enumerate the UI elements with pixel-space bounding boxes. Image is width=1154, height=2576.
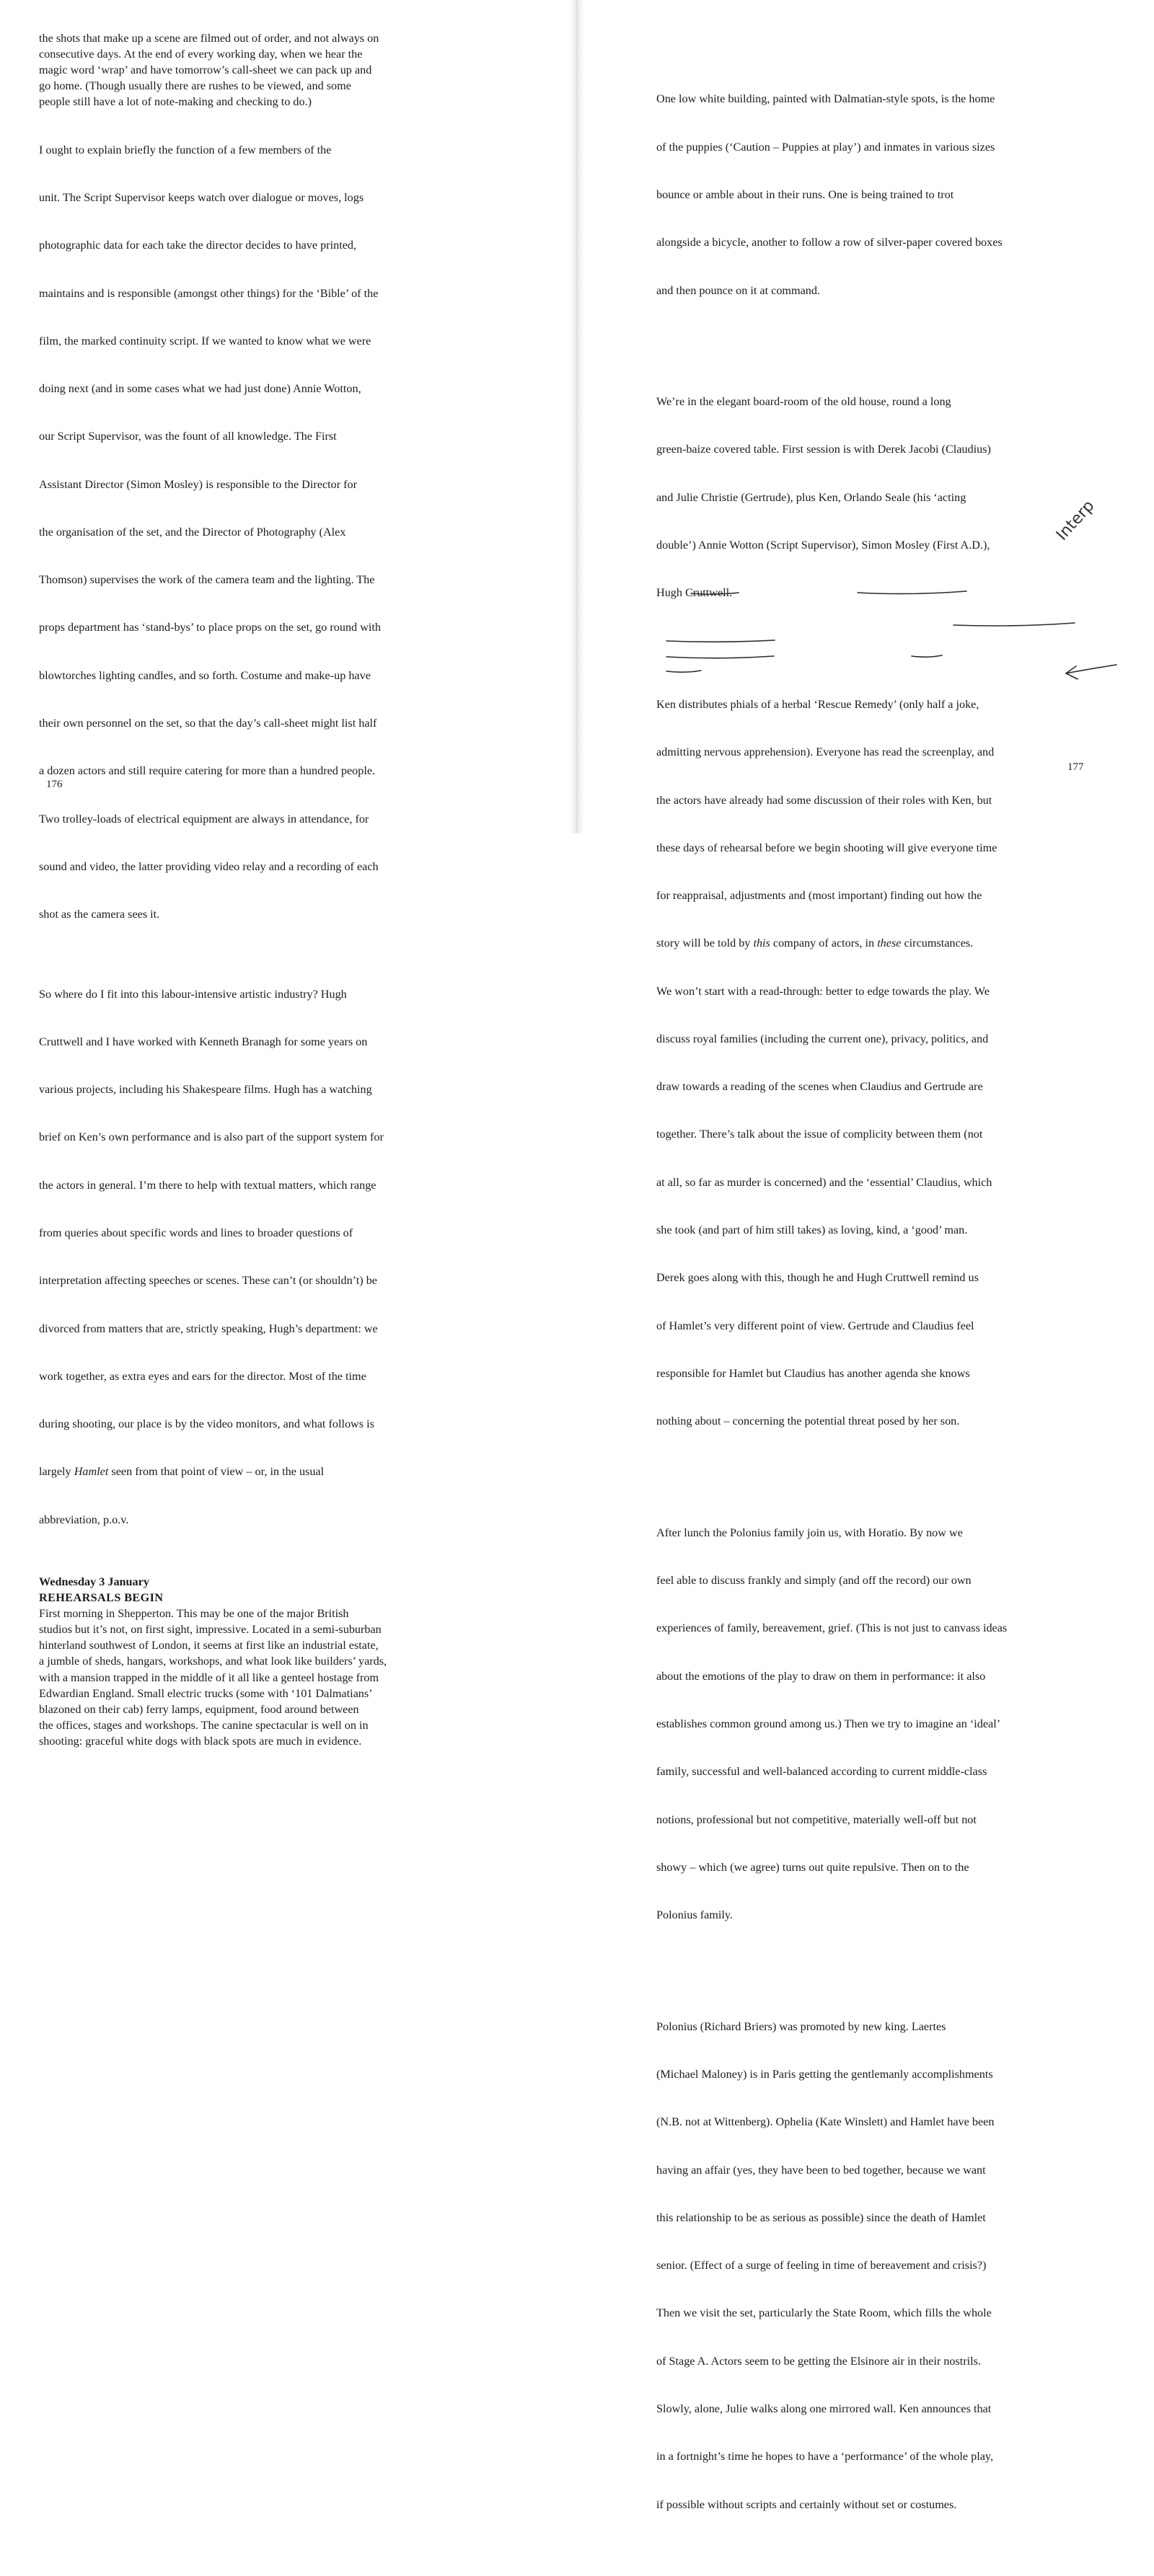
right-paragraph-4	[656, 1493, 1075, 1955]
text-run: largely	[39, 1465, 74, 1479]
text-line: the actors in general. I’m there to help with textual matters, which range	[39, 1178, 376, 1192]
text-line: First morning in Shepperton. This may be one of the major British	[39, 1607, 349, 1621]
text-line: a dozen actors and still require catering for more than a hundred people.	[39, 764, 376, 778]
text-line: with a mansion trapped in the middle of it all like a genteel hostage from	[39, 1670, 379, 1684]
text-line: of Stage A. Actors seem to be getting the Elsinore air in their nostrils.	[656, 2354, 982, 2368]
left-page-number: 176	[46, 779, 63, 790]
italic-word: this	[753, 937, 770, 950]
text-line: double’) Annie Wotton (Script Supervisor), Simon Mosley (First A.D.),	[656, 539, 990, 552]
text-line: consecutive days. At the end of every working day, when we hear the	[39, 48, 363, 61]
text-line: go home. (Though usually there are rushes to be viewed, and some	[39, 79, 351, 93]
text-line: the actors have already had some discussion of their roles with Ken, but	[656, 793, 992, 807]
left-page	[0, 0, 570, 1748]
text-line: shot as the camera sees it.	[39, 908, 160, 921]
text-line: blowtorches lighting candles, and so forth. Costume and make-up have	[39, 668, 371, 682]
book-gutter	[570, 0, 584, 833]
text-line: (N.B. not at Wittenberg). Ophelia (Kate Winslett) and Hamlet have been	[656, 2115, 995, 2129]
text-line: for reappraisal, adjustments and (most important) finding out how the	[656, 889, 982, 903]
italic-title: Hamlet	[74, 1465, 109, 1479]
text-line: these days of rehearsal before we begin shooting will give everyone time	[656, 841, 997, 854]
text-line: from queries about specific words and lines to broader questions of	[39, 1226, 353, 1240]
text-line: hinterland southwest of London, it seems at first like an industrial estate,	[39, 1639, 379, 1652]
text-line: Then we visit the set, particularly the State Room, which fills the whole	[656, 2306, 992, 2320]
text-run: story will be told by	[656, 937, 754, 950]
text-line: our Script Supervisor, was the fount of all knowledge. The First	[39, 430, 337, 443]
text-line: senior. (Effect of a surge of feeling in time of bereavement and crisis?)	[656, 2259, 987, 2272]
right-page-number: 177	[1067, 761, 1084, 773]
text-line: brief on Ken’s own performance and is also part of the support system for	[39, 1130, 384, 1144]
text-line: Derek goes along with this, though he and Hugh Cruttwell remind us	[656, 1271, 979, 1285]
text-line: props department has ‘stand-bys’ to place props on the set, go round with	[39, 621, 381, 634]
left-paragraph-3	[39, 954, 457, 1559]
italic-word: these	[877, 937, 902, 950]
text-line	[39, 1464, 457, 1479]
text-line: various projects, including his Shakespeare films. Hugh has a watching	[39, 1083, 372, 1097]
text-line: studios but it’s not, on first sight, impressive. Located in a semi-suburban	[39, 1623, 382, 1637]
text-line: (Michael Maloney) is in Paris getting the gentlemanly accomplishments	[656, 2068, 993, 2081]
text-line: in a fortnight’s time he hopes to have a ‘performance’ of the whole play,	[656, 2450, 994, 2464]
text-line: blazoned on their cab) ferry lamps, equipment, food around between	[39, 1702, 359, 1716]
text-line: during shooting, our place is by the video monitors, and what follows is	[39, 1417, 374, 1431]
text-line: Polonius family.	[656, 1908, 733, 1922]
text-line: Hugh Cruttwell.	[656, 586, 733, 600]
text-line: maintains and is responsible (amongst other things) for the ‘Bible’ of the	[39, 286, 379, 300]
text-line: photographic data for each take the director decides to have printed,	[39, 239, 357, 252]
text-line: alongside a bicycle, another to follow a row of silver-paper covered boxes	[656, 236, 1003, 249]
text-line: notions, professional but not competitive, materially well-off but not	[656, 1813, 977, 1826]
text-line: the offices, stages and workshops. The canine spectacular is well on in	[39, 1718, 369, 1732]
section-title-heading: REHEARSALS BEGIN	[39, 1591, 164, 1605]
right-paragraph-1	[656, 59, 1075, 330]
text-line: sound and video, the latter providing video relay and a recording of each	[39, 859, 379, 873]
text-line: Two trolley-loads of electrical equipment are always in attendance, for	[39, 812, 369, 826]
text-line: Cruttwell and I have worked with Kenneth Branagh for some years on	[39, 1035, 368, 1048]
section-date-heading: Wednesday 3 January	[39, 1575, 149, 1588]
text-line: Ken distributes phials of a herbal ‘Rescue Remedy’ (only half a joke,	[656, 697, 979, 711]
text-line: the shots that make up a scene are filmed out of order, and not always on	[39, 32, 379, 45]
text-line: abbreviation, p.o.v.	[39, 1513, 129, 1526]
text-line: draw towards a reading of the scenes when Claudius and Gertrude are	[656, 1080, 983, 1094]
text-line: One low white building, painted with Dalmatian-style spots, is the home	[656, 92, 995, 106]
text-line: the organisation of the set, and the Director of Photography (Alex	[39, 525, 346, 539]
text-line: establishes common ground among us.) Then we try to imagine an ‘ideal’	[656, 1717, 1001, 1730]
section-spacer	[39, 1559, 457, 1574]
right-paragraph-2	[656, 362, 1075, 633]
text-line: if possible without scripts and certainly without set or costumes.	[656, 2497, 957, 2511]
text-line: this relationship to be as serious as possible) since the death of Hamlet	[656, 2210, 986, 2224]
text-line: family, successful and well-balanced according to current middle-class	[656, 1765, 987, 1779]
text-line: responsible for Hamlet but Claudius has another agenda she knows	[656, 1366, 970, 1380]
text-line: of the puppies (‘Caution – Puppies at play’) and inmates in various sizes	[656, 140, 995, 154]
text-run: circumstances.	[901, 937, 974, 950]
text-line	[656, 935, 1075, 951]
text-line: green-baize covered table. First session is with Derek Jacobi (Claudius)	[656, 443, 991, 456]
text-line: film, the marked continuity script. If we wanted to know what we were	[39, 334, 371, 348]
text-line: she took (and part of him still takes) as loving, kind, a ‘good’ man.	[656, 1223, 968, 1237]
text-line: and then pounce on it at command.	[656, 283, 821, 297]
text-line: a jumble of sheds, hangars, workshops, and what look like builders’ yards,	[39, 1655, 387, 1668]
text-run: seen from that point of view – or, in the usual	[108, 1465, 325, 1479]
text-line: admitting nervous apprehension). Everyone has read the screenplay, and	[656, 745, 995, 759]
text-line: I ought to explain briefly the function of a few members of the	[39, 143, 332, 156]
text-line: magic word ‘wrap’ and have tomorrow’s call-sheet we can pack up and	[39, 63, 372, 77]
text-line: unit. The Script Supervisor keeps watch over dialogue or moves, logs	[39, 190, 364, 204]
left-page-text	[39, 30, 457, 1749]
text-line: together. There’s talk about the issue of complicity between them (not	[656, 1128, 983, 1141]
text-line: showy – which (we agree) turns out quite repulsive. Then on to the	[656, 1860, 969, 1874]
text-line: work together, as extra eyes and ears for the director. Most of the time	[39, 1369, 366, 1383]
text-line: shooting: graceful white dogs with black spots are much in evidence.	[39, 1734, 362, 1748]
margin-note-handwriting: Interp	[1053, 497, 1098, 544]
text-run: company of actors, in	[770, 937, 878, 950]
right-paragraph-5	[656, 1987, 1075, 2544]
left-paragraph-2	[39, 110, 457, 954]
right-paragraph-3	[656, 665, 1075, 1461]
right-page	[584, 0, 1154, 2511]
text-line: and Julie Christie (Gertrude), plus Ken, Orlando Seale (his ‘acting	[656, 490, 966, 504]
text-line: about the emotions of the play to draw on them in performance: it also	[656, 1669, 986, 1683]
text-line: their own personnel on the set, so that the day’s call-sheet might list half	[39, 717, 377, 730]
text-line: divorced from matters that are, strictly speaking, Hugh’s department: we	[39, 1322, 378, 1335]
text-line: doing next (and in some cases what we had just done) Annie Wotton,	[39, 382, 361, 396]
left-paragraph-1	[39, 30, 457, 110]
text-line: of Hamlet’s very different point of view. Gertrude and Claudius feel	[656, 1319, 974, 1332]
text-line: We’re in the elegant board-room of the old house, round a long	[656, 395, 951, 409]
text-line: After lunch the Polonius family join us, with Horatio. By now we	[656, 1526, 963, 1539]
text-line: bounce or amble about in their runs. One is being trained to trot	[656, 187, 954, 201]
text-line: Slowly, alone, Julie walks along one mirrored wall. Ken announces that	[656, 2402, 992, 2415]
text-line: people still have a lot of note-making and checking to do.)	[39, 95, 312, 109]
text-line: feel able to discuss frankly and simply (and off the record) our own	[656, 1574, 972, 1588]
text-line: at all, so far as murder is concerned) and the ‘essential’ Claudius, which	[656, 1175, 992, 1189]
right-page-text	[656, 27, 1075, 2576]
text-line: interpretation affecting speeches or scenes. These can’t (or shouldn’t) be	[39, 1274, 377, 1288]
text-line: Polonius (Richard Briers) was promoted by new king. Laertes	[656, 2019, 946, 2033]
left-paragraph-4	[39, 1606, 457, 1749]
text-line: experiences of family, bereavement, grief. (This is not just to canvass ideas	[656, 1621, 1008, 1635]
text-line: Thomson) supervises the work of the camera team and the lighting. The	[39, 573, 375, 587]
text-line: discuss royal families (including the current one), privacy, politics, and	[656, 1032, 989, 1045]
text-line: Edwardian England. Small electric trucks (some with ‘101 Dalmatians’	[39, 1686, 373, 1700]
text-line: Assistant Director (Simon Mosley) is responsible to the Director for	[39, 477, 358, 491]
text-line: having an affair (yes, they have been to bed together, because we want	[656, 2163, 986, 2177]
text-line: So where do I fit into this labour-intensive artistic industry? Hugh	[39, 987, 347, 1001]
text-line: nothing about – concerning the potential threat posed by her son.	[656, 1415, 960, 1428]
text-line: We won’t start with a read-through: better to edge towards the play. We	[656, 984, 990, 998]
